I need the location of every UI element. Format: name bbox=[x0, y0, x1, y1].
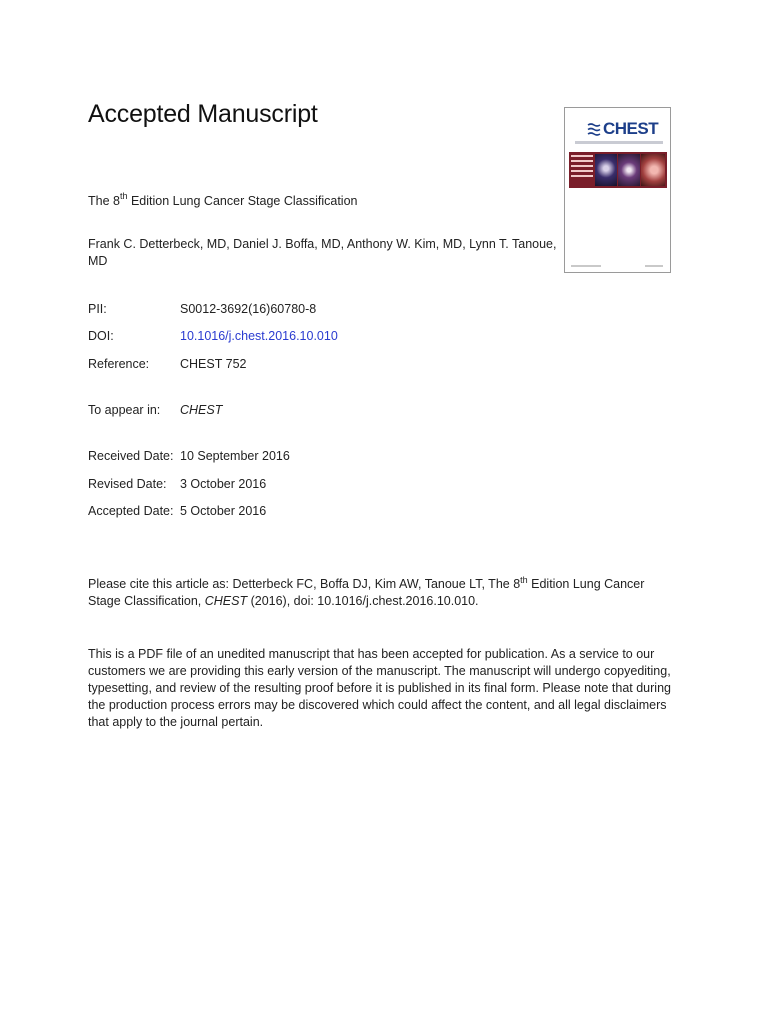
doi-link[interactable]: 10.1016/j.chest.2016.10.010 bbox=[180, 329, 338, 343]
citation-journal: CHEST bbox=[204, 594, 248, 609]
reference-label: Reference: bbox=[88, 357, 150, 371]
meta-appear bbox=[88, 403, 222, 417]
accepted-value: 5 October 2016 bbox=[180, 504, 267, 518]
pii-value: S0012-3692(16)60780-8 bbox=[180, 302, 317, 316]
meta-received bbox=[88, 449, 290, 463]
cover-footer-left bbox=[571, 265, 601, 267]
citation-superscript: th bbox=[520, 575, 528, 585]
chest-logo bbox=[587, 119, 658, 139]
received-value: 10 September 2016 bbox=[180, 449, 290, 463]
title-superscript: th bbox=[119, 191, 128, 201]
citation-part2: Edition Lung Cancer Stage Classification, bbox=[88, 577, 645, 609]
article-title bbox=[88, 192, 357, 208]
cover-image-1 bbox=[595, 154, 617, 186]
revised-label: Revised Date: bbox=[88, 477, 167, 491]
chest-logo-text: CHEST bbox=[603, 119, 659, 138]
meta-pii bbox=[88, 302, 316, 316]
meta-reference bbox=[88, 357, 246, 371]
journal-cover bbox=[564, 107, 671, 273]
received-label: Received Date: bbox=[88, 449, 174, 463]
meta-doi bbox=[88, 329, 338, 343]
cover-image-3 bbox=[641, 154, 665, 186]
cover-image-2 bbox=[618, 154, 640, 186]
title-suffix: Edition Lung Cancer Stage Classification bbox=[127, 194, 358, 209]
cover-image-band bbox=[569, 152, 667, 188]
title-prefix: The 8 bbox=[88, 194, 120, 209]
appear-label: To appear in: bbox=[88, 403, 161, 417]
meta-revised bbox=[88, 477, 266, 491]
citation-part3: (2016), doi: 10.1016/j.chest.2016.10.010. bbox=[247, 594, 479, 609]
cover-band-text bbox=[571, 155, 593, 180]
revised-value: 3 October 2016 bbox=[180, 477, 267, 491]
meta-accepted bbox=[88, 504, 266, 518]
accepted-label: Accepted Date: bbox=[88, 504, 174, 518]
pii-label: PII: bbox=[88, 302, 107, 316]
doi-label: DOI: bbox=[88, 329, 114, 343]
appear-value: CHEST bbox=[180, 403, 223, 417]
citation-part1: Please cite this article as: Detterbeck FC, Boffa DJ, Kim AW, Tanoue LT, The 8 bbox=[88, 577, 521, 592]
notice-paragraph: This is a PDF file of an unedited manuscript that has been accepted for publication. As a service to our customers we are providing this early version of the manuscript. The manuscript will undergo copyediting, typesetting, and review of the resulting proof before it is published in its final form. Please note that during the production process errors may be discovered which could affect the content, and all legal disclaimers that apply to the journal pertain. bbox=[88, 647, 671, 729]
page-heading: Accepted Manuscript bbox=[88, 100, 318, 128]
citation-paragraph bbox=[88, 572, 678, 610]
reference-value: CHEST 752 bbox=[180, 357, 247, 371]
cover-footer-right bbox=[645, 265, 663, 267]
chest-logo-icon bbox=[587, 123, 601, 136]
author-list: Frank C. Detterbeck, MD, Daniel J. Boffa, MD, Anthony W. Kim, MD, Lynn T. Tanoue, MD bbox=[88, 237, 557, 268]
cover-tagline bbox=[575, 141, 663, 144]
